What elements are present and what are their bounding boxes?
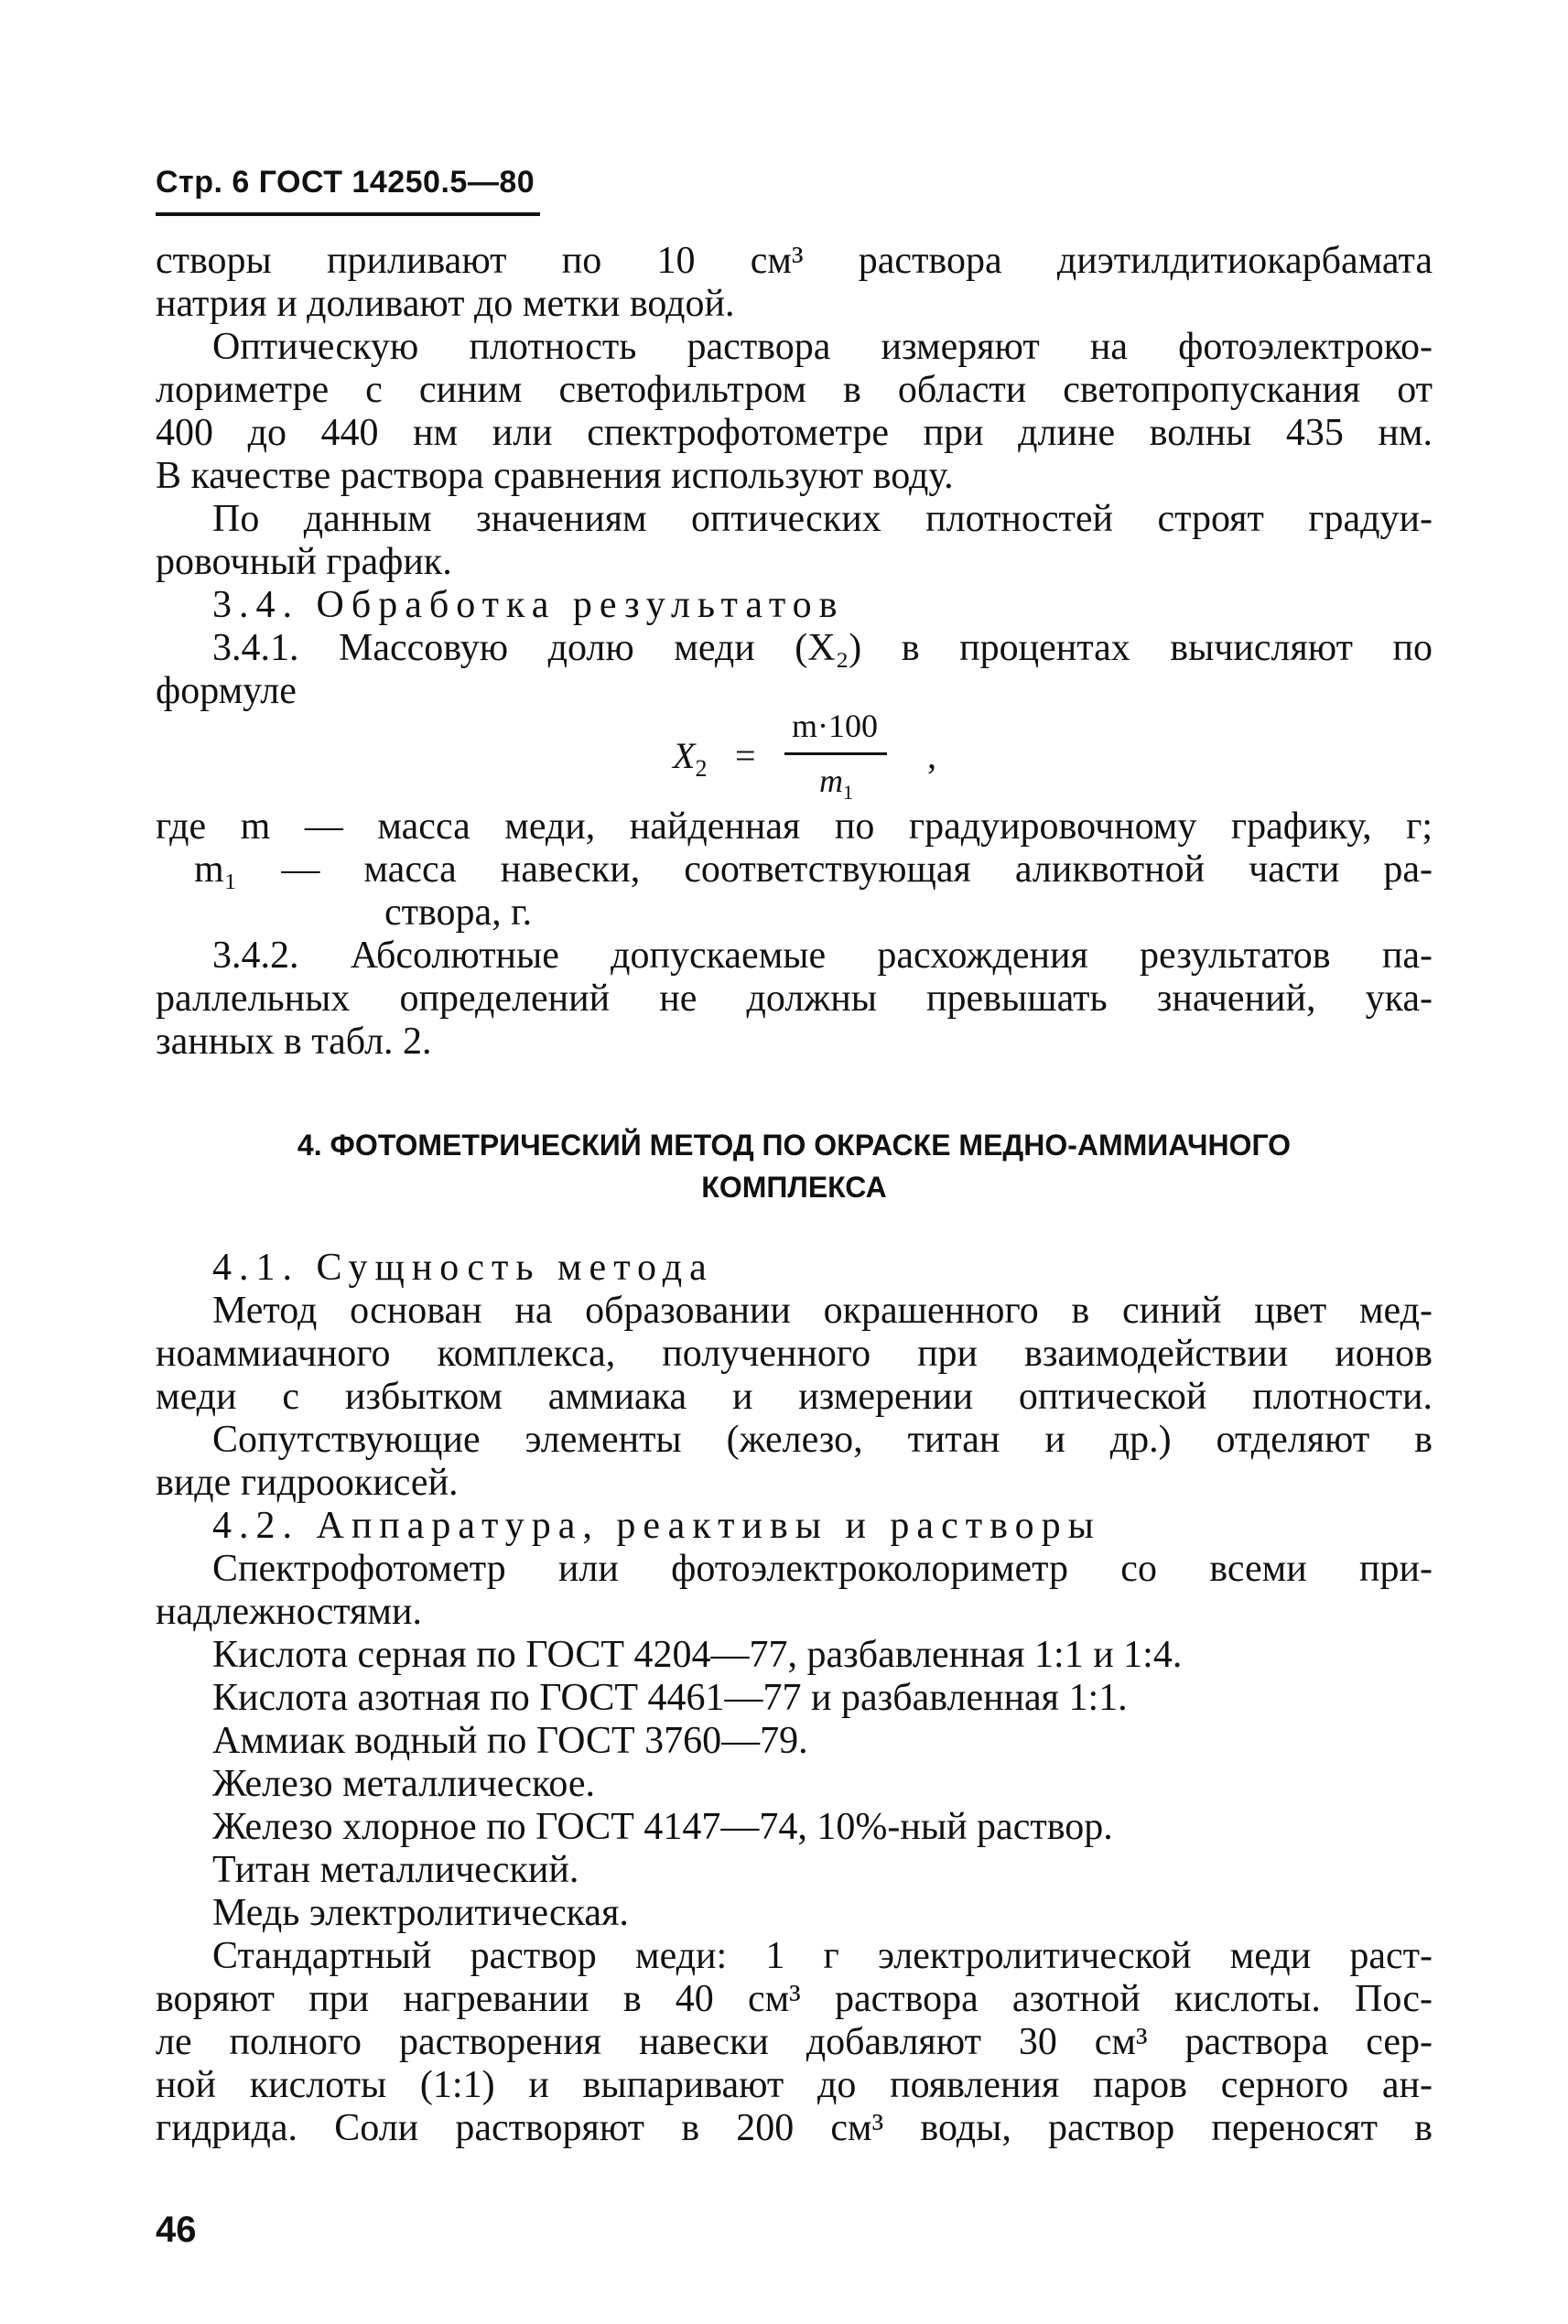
page-number: 46 [156,2210,197,2250]
text-block-1 [156,240,1433,713]
text-block-3 [156,1247,1433,2150]
text-line: ровочный график. [156,541,452,583]
text-line: Титан металлический. [212,1849,579,1891]
text-line: где m — масса меди, найденная по градуировочному графику, г; [156,805,1433,848]
text-line: В качестве раствора сравнения используют воду. [156,455,954,497]
text-line: Кислота азотная по ГОСТ 4461—77 и разбавленная 1:1. [212,1677,1128,1719]
text-line: Стандартный раствор меди: 1 г электролитической меди раст- [212,1935,1433,1977]
text-line: 3.4.1. Массовую долю меди (X₂) в процентах вычисляют по [212,627,1433,669]
text-line: створы приливают по 10 см³ раствора диэтилдитиокарбамата [156,240,1433,282]
text-line: гидрида. Соли растворяют в 200 см³ воды, раствор переносят в [156,2107,1433,2149]
subsection-title: 4.2. Аппаратура, реактивы и растворы [212,1505,1101,1547]
text-line: Метод основан на образовании окрашенного в синий цвет мед- [212,1290,1433,1332]
header-rule [156,212,540,216]
text-line: m₁ — масса навески, соответствующая аликвотной части ра- [194,849,1433,891]
text-line: воряют при нагревании в 40 см³ раствора азотной кислоты. Пос- [156,1978,1433,2020]
formula-denominator: $m_1$ [819,762,853,805]
mass-fraction-formula [673,707,966,805]
text-line: формуле [156,670,297,712]
text-line: меди с избытком аммиака и измерении оптической плотности. [156,1376,1433,1418]
text-line: Оптическую плотность раствора измеряют на фотоэлектроко- [212,326,1433,368]
text-line: раллельных определений не должны превышать значений, ука- [156,978,1433,1020]
formula-numerator: m·100 [792,708,879,744]
formula-comma: , [927,735,936,776]
formula-equals: = [735,735,756,776]
text-line: виде гидроокисей. [156,1462,459,1504]
text-line: натрия и доливают до метки водой. [156,283,735,325]
subsection-title: 4.1. Сущность метода [212,1247,714,1289]
formula-lhs: $X_2$ [673,735,708,782]
text-line: Медь электролитическая. [212,1892,629,1934]
text-line: 400 до 440 нм или спектрофотометре при длине волны 435 нм. [156,412,1433,454]
text-line: Спектрофотометр или фотоэлектроколориметр со всеми при- [212,1548,1433,1590]
text-line: Кислота серная по ГОСТ 4204—77, разбавленная 1:1 и 1:4. [212,1634,1183,1676]
text-line: Аммиак водный по ГОСТ 3760—79. [212,1720,808,1762]
text-line: ноаммиачного комплекса, полученного при взаимодействии ионов [156,1333,1433,1375]
subsection-title: 3.4. Обработка результатов [212,584,845,626]
text-line: 3.4.2. Абсолютные допускаемые расхождения результатов па- [212,935,1433,977]
heading-line: 4. ФОТОМЕТРИЧЕСКИЙ МЕТОД ПО ОКРАСКЕ МЕДНО-АММИАЧНОГО [297,1129,1292,1162]
heading-line: КОМПЛЕКСА [701,1171,887,1204]
section-4-heading [156,1124,1433,1208]
text-line: По данным значениям оптических плотностей строят градуи- [212,498,1433,540]
text-line: ле полного растворения навески добавляют 30 см³ раствора сер- [156,2021,1433,2063]
text-line: Сопутствующие элементы (железо, титан и др.) отделяют в [212,1419,1433,1461]
text-line: лориметре с синим светофильтром в области светопропускания от [156,369,1433,411]
text-line: Железо металлическое. [212,1763,595,1805]
text-line: Железо хлорное по ГОСТ 4147—74, 10%-ный раствор. [212,1806,1113,1848]
fraction-bar [784,752,887,755]
text-block-2 [156,805,1433,1064]
text-line: надлежностями. [156,1591,422,1633]
text-line: ной кислоты (1:1) и выпаривают до появления паров серного ан- [156,2064,1433,2106]
running-header: Стр. 6 ГОСТ 14250.5—80 [156,165,535,200]
text-line: занных в табл. 2. [156,1021,432,1063]
text-line: створа, г. [384,892,533,934]
